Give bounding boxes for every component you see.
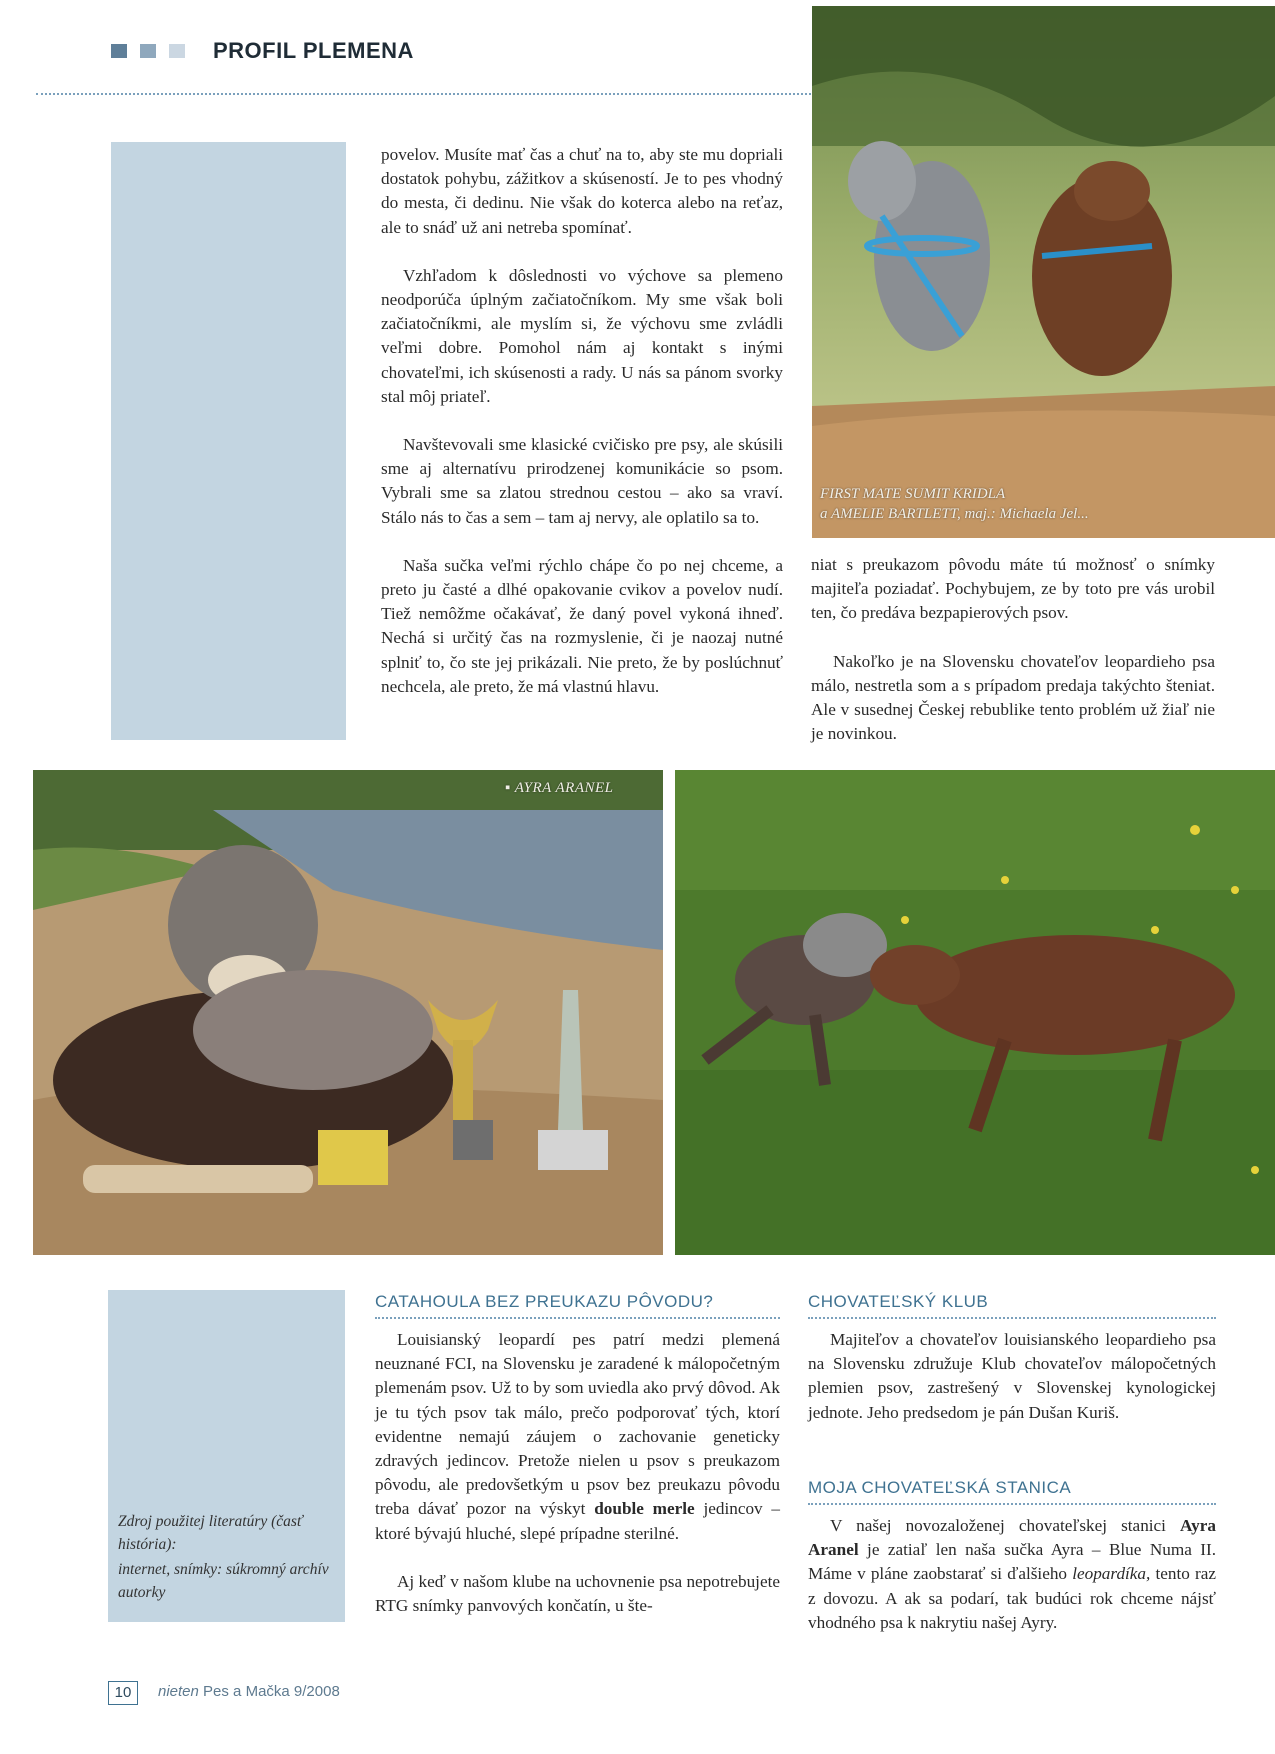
footer-brand-italic: nieten	[158, 1683, 199, 1700]
side-panel-top	[111, 142, 346, 740]
bullet-icon: ▪	[505, 780, 515, 796]
photo-two-dogs-harness	[812, 6, 1275, 538]
paragraph: niat s preukazom pôvodu máte tú možnosť o snímky majiteľa poziadať. Pochybujem, ze by toto pre vás urobil ten, čo predáva bezpapierových psov.	[811, 555, 1215, 623]
photo-top-caption-line: a AMELIE BARTLETT, maj.: Michaela Jel...	[820, 506, 1089, 522]
header-square-light	[169, 44, 185, 58]
article-column-kennel	[808, 1514, 1216, 1659]
text-run: je zatiaľ len naša sučka Ayra – Blue Numa II. Máme v pláne zaobstarať si ďalšieho	[808, 1540, 1216, 1584]
photo-bottom-left-caption-text: AYRA ARANEL	[514, 780, 614, 796]
paragraph: povelov. Musíte mať čas a chuť na to, aby ste mu dopriali dostatok pohybu, zážitkov a skúseností. Je to pes vhodný do mesta, či dedinu. Nie však do koterca alebo na reťaz, ale to snáď už ani netreba spomínať.	[381, 145, 783, 237]
article-column-top-right	[811, 553, 1215, 770]
section-title-club: CHOVATEĽSKÝ KLUB	[808, 1292, 1216, 1319]
photo-bottom-left-caption	[505, 780, 614, 797]
photo-two-dogs-harness-image	[812, 6, 1275, 538]
paragraph: Naša sučka veľmi rýchlo chápe čo po nej chceme, a preto ju časté a dlhé opakovanie cvikov a povelov nudí. Tiež nemôžme očakávať, že daný povel vykoná ihneď. Nechá si určitý čas na rozmyslenie, či je naozaj nutné splniť to, čo ste jej prikázali. Nie preto, že by poslúchnuť nechcela, ale preto, že má vlastnú hlavu.	[381, 555, 783, 696]
page-number: 10	[108, 1681, 138, 1705]
sources-note	[118, 1510, 338, 1604]
section-title-catahoula: CATAHOULA BEZ PREUKAZU PÔVODU?	[375, 1292, 780, 1319]
paragraph	[808, 1514, 1216, 1635]
paragraph: Vzhľadom k dôslednosti vo výchove sa plemeno neodporúča úplným začiatočníkom. My sme však boli začiatočníkmi, ale myslím si, že výchovu sme zvládli veľmi dobre. Pomohol nám aj kontakt s inými chovateľmi, ich skúsenosti a rady. U nás sa pánom svorky stal môj priateľ.	[381, 265, 783, 406]
italic-term: leopardíka,	[1072, 1564, 1151, 1584]
photo-top-caption-line: FIRST MATE SUMIT KRIDLA	[820, 486, 1006, 502]
paragraph: Aj keď v našom klube na uchovnenie psa nepotrebujete RTG snímky panvových končatín, u šte-	[375, 1571, 780, 1616]
article-column-club	[808, 1328, 1216, 1449]
sources-line-literature: Zdroj použitej literatúry (časť história):	[118, 1513, 303, 1553]
paragraph: Majiteľov a chovateľov louisianského leopardieho psa na Slovensku združuje Klub chovateľov málopočetných plemien psov, zastrešený v Slovenskej kynologickej jednote. Jeho predsedom je pán Dušan Kuriš.	[808, 1330, 1216, 1422]
photo-dog-with-trophies	[33, 770, 663, 1255]
bold-term-double-merle: double merle	[594, 1499, 695, 1519]
photo-two-dogs-playing	[675, 770, 1275, 1255]
article-column-top-left	[381, 143, 783, 723]
photo-top-caption	[820, 484, 1260, 524]
section-header-title: PROFIL PLEMENA	[213, 38, 414, 63]
header-square-dark	[111, 44, 127, 58]
text-run: Louisianský leopardí pes patrí medzi plemená neuznané FCI, na Slovensku je zaradené k málopočetným plemenám psov. Už to by som uviedla ako prvý dôvod. Ak je tu tých psov tak málo, prečo podporovať tých, ktorí evidentne nemajú záujem o zachovanie geneticky zdravých jedincov. Pretože nielen u psov s preukazom pôvodu, ale predovšetkým u psov bez preukazu pôvodu treba dávať pozor na výskyt	[375, 1330, 780, 1519]
paragraph	[375, 1328, 780, 1546]
text-run: tento raz z dovozu. A ak sa podarí, tak budúci rok chceme nájsť vhodného psa k nakrytiu našej Ayry.	[808, 1564, 1217, 1632]
photo-dog-with-trophies-image	[33, 770, 663, 1255]
sources-line-photos: internet, snímky: súkromný archív autorky	[118, 1561, 329, 1601]
photo-two-dogs-playing-image	[675, 770, 1275, 1255]
section-title-kennel: MOJA CHOVATEĽSKÁ STANICA	[808, 1478, 1216, 1505]
text-run: jedincov – ktoré bývajú hluché, slepé prípadne sterilné.	[375, 1499, 781, 1543]
article-column-bottom-middle	[375, 1328, 780, 1642]
paragraph: Navštevovali sme klasické cvičisko pre psy, ale skúsili sme aj alternatívu prirodzenej komunikácie so psom. Vybrali sme sa zlatou strednou cestou – ako sa vraví. Stálo nás to čas a sem – tam aj nervy, ale oplatilo sa to.	[381, 435, 783, 527]
paragraph: Nakoľko je na Slovensku chovateľov leopardieho psa málo, nestretla som a s prípadom predaja takýchto šteniat. Ale v susednej Českej rebublike tento problém už žiaľ nie je novinkou.	[811, 651, 1215, 744]
bold-kennel-name: Ayra Aranel	[808, 1516, 1216, 1560]
footer-brand-issue: Pes a Mačka 9/2008	[203, 1683, 340, 1700]
header-square-mid	[140, 44, 156, 58]
text-run: V našej novozaloženej chovateľskej stanici	[830, 1516, 1166, 1535]
footer-magazine-name	[158, 1683, 340, 1700]
